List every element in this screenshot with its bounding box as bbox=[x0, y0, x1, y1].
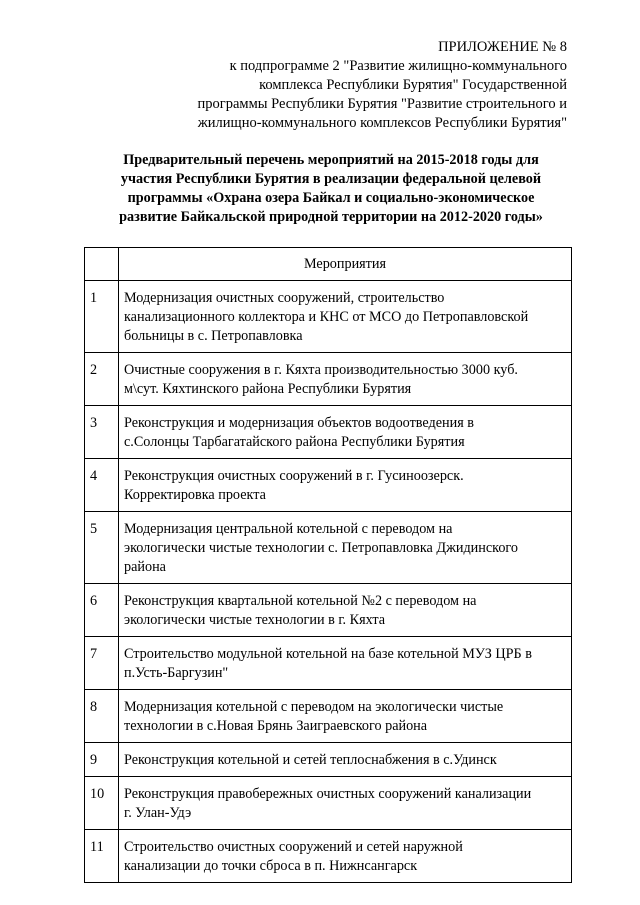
measures-table bbox=[84, 247, 572, 883]
table-row bbox=[85, 406, 572, 459]
row-number: 10 bbox=[85, 777, 119, 830]
row-number: 2 bbox=[85, 353, 119, 406]
row-number: 7 bbox=[85, 637, 119, 690]
measure-line: района bbox=[124, 559, 166, 575]
header-measures-cell: Мероприятия bbox=[119, 248, 572, 281]
measure-line: канализационного коллектора и КНС от МСО до Петропавловской bbox=[124, 309, 529, 325]
row-measure bbox=[119, 637, 572, 690]
appendix-line: к подпрограмме 2 "Развитие жилищно-коммунального bbox=[229, 58, 567, 74]
row-number: 5 bbox=[85, 512, 119, 584]
header-number-cell bbox=[85, 248, 119, 281]
row-number: 6 bbox=[85, 584, 119, 637]
appendix-line: программы Республики Бурятия "Развитие строительного и bbox=[197, 96, 567, 112]
row-number: 4 bbox=[85, 459, 119, 512]
row-measure bbox=[119, 777, 572, 830]
row-measure bbox=[119, 281, 572, 353]
row-measure bbox=[119, 830, 572, 883]
measure-line: Модернизация центральной котельной с переводом на bbox=[124, 521, 453, 537]
measure-line: п.Усть-Баргузин" bbox=[124, 665, 229, 681]
table-row bbox=[85, 777, 572, 830]
appendix-title: ПРИЛОЖЕНИЕ № 8 bbox=[438, 39, 567, 55]
table-row bbox=[85, 830, 572, 883]
row-number: 11 bbox=[85, 830, 119, 883]
document-title-line: участия Республики Бурятия в реализации федеральной целевой bbox=[120, 171, 542, 187]
document-title bbox=[80, 151, 582, 227]
document-title-line: программы «Охрана озера Байкал и социально-экономическое bbox=[127, 190, 535, 206]
table-row bbox=[85, 584, 572, 637]
table-row bbox=[85, 512, 572, 584]
row-measure bbox=[119, 459, 572, 512]
table-row bbox=[85, 637, 572, 690]
measure-line: м\сут. Кяхтинского района Республики Бурятия bbox=[124, 381, 412, 397]
measure-line: больницы в с. Петропавловка bbox=[124, 328, 303, 344]
row-measure bbox=[119, 743, 572, 777]
appendix-line: жилищно-коммунального комплексов Республики Бурятия" bbox=[197, 115, 567, 131]
row-number: 1 bbox=[85, 281, 119, 353]
measure-line: Модернизация котельной с переводом на экологически чистые bbox=[124, 699, 504, 715]
measure-line: Реконструкция правобережных очистных сооружений канализации bbox=[124, 786, 532, 802]
measure-line: технологии в с.Новая Брянь Заиграевского района bbox=[124, 718, 428, 734]
row-number: 3 bbox=[85, 406, 119, 459]
table-row bbox=[85, 459, 572, 512]
document-title-line: развитие Байкальской природной территории на 2012-2020 годы» bbox=[119, 209, 543, 225]
row-measure bbox=[119, 584, 572, 637]
row-measure bbox=[119, 406, 572, 459]
table-row bbox=[85, 690, 572, 743]
measure-line: с.Солонцы Тарбагатайского района Республики Бурятия bbox=[124, 434, 465, 450]
measure-line: г. Улан-Удэ bbox=[124, 805, 192, 821]
table-row bbox=[85, 743, 572, 777]
measure-line: Реконструкция котельной и сетей теплоснабжения в с.Удинск bbox=[124, 752, 497, 768]
measure-line: Модернизация очистных сооружений, строительство bbox=[124, 290, 445, 306]
measure-line: Реконструкция квартальной котельной №2 с переводом на bbox=[124, 593, 477, 609]
row-number: 9 bbox=[85, 743, 119, 777]
table-row bbox=[85, 281, 572, 353]
measure-line: Очистные сооружения в г. Кяхта производительностью 3000 куб. bbox=[124, 362, 518, 378]
row-number: 8 bbox=[85, 690, 119, 743]
appendix-block bbox=[140, 38, 567, 133]
table-row bbox=[85, 353, 572, 406]
row-measure bbox=[119, 690, 572, 743]
row-measure bbox=[119, 353, 572, 406]
measure-line: Реконструкция и модернизация объектов водоотведения в bbox=[124, 415, 474, 431]
appendix-line: комплекса Республики Бурятия" Государственной bbox=[259, 77, 567, 93]
measure-line: Строительство модульной котельной на базе котельной МУЗ ЦРБ в bbox=[124, 646, 532, 662]
measure-line: Реконструкция очистных сооружений в г. Гусиноозерск. bbox=[124, 468, 464, 484]
measure-line: Корректировка проекта bbox=[124, 487, 266, 503]
measure-line: экологически чистые технологии в г. Кяхта bbox=[124, 612, 386, 628]
measure-line: экологически чистые технологии с. Петропавловка Джидинского bbox=[124, 540, 518, 556]
table-header-row bbox=[85, 248, 572, 281]
row-measure bbox=[119, 512, 572, 584]
document-title-line: Предварительный перечень мероприятий на 2015-2018 годы для bbox=[123, 152, 539, 168]
measure-line: канализации до точки сброса в п. Нижнсангарск bbox=[124, 858, 418, 874]
measure-line: Строительство очистных сооружений и сетей наружной bbox=[124, 839, 463, 855]
